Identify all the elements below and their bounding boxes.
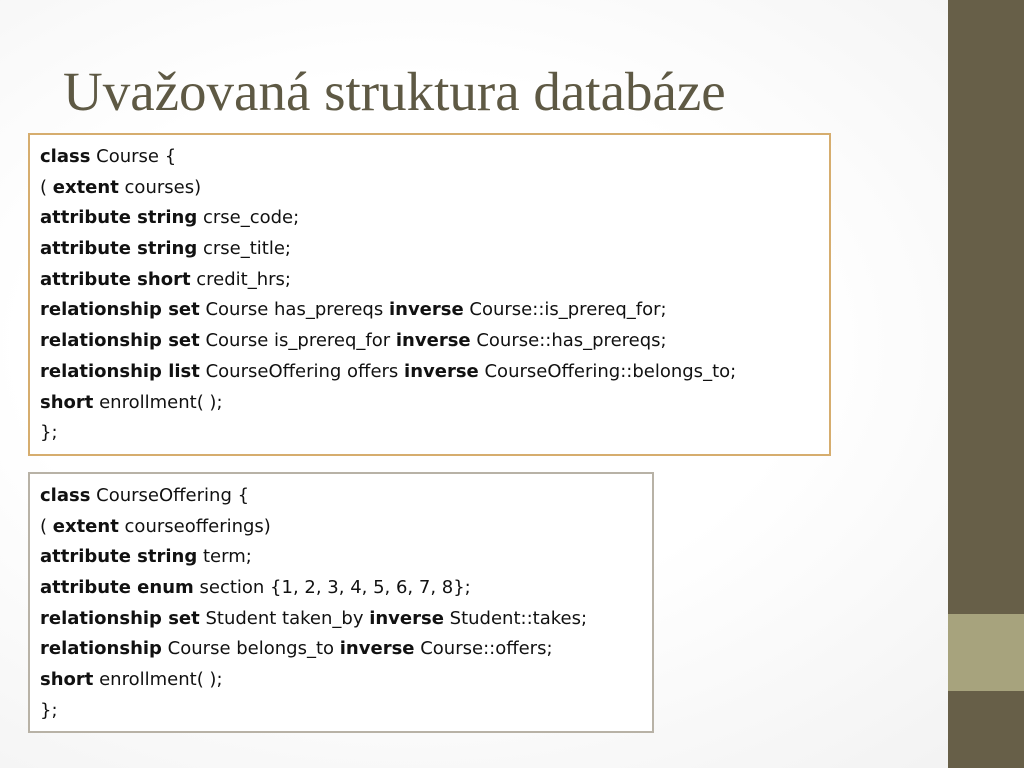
code-text: credit_hrs; [190,268,291,290]
code-keyword: attribute string [40,546,198,568]
slide-title: Uvažovaná struktura databáze [63,61,726,122]
code-text: Course::offers; [414,638,553,660]
code-text: courses) [118,176,202,198]
code-keyword: attribute short [40,268,191,290]
code-line [40,542,642,573]
course-class-code-box [28,133,831,456]
code-keyword: attribute string [40,207,198,229]
code-keyword: short [40,669,94,691]
code-line [40,418,819,449]
decorative-side-bar-accent [948,614,1024,691]
code-keyword: inverse [369,607,444,629]
code-text: crse_code; [197,207,300,229]
code-keyword: extent [52,515,119,537]
code-line [40,265,819,296]
code-keyword: class [40,146,91,167]
code-keyword: inverse [395,330,471,352]
code-keyword: attribute string [40,238,198,260]
course-offering-class-code-box [28,472,654,733]
code-text: Course::has_prereqs; [470,330,667,352]
code-text: }; [40,699,58,721]
decorative-side-bar [948,0,1024,768]
code-line [40,696,642,727]
code-line [40,203,819,234]
code-text: ( [40,515,53,537]
code-line [40,357,819,388]
code-text: section {1, 2, 3, 4, 5, 6, 7, 8}; [193,577,471,599]
code-line [40,142,819,173]
code-text: enrollment( ); [93,669,223,691]
code-text: crse_title; [197,238,291,260]
code-keyword: relationship set [40,607,200,629]
code-text: courseofferings) [118,515,271,537]
code-line [40,573,642,604]
code-keyword: attribute enum [40,577,194,599]
code-line [40,481,642,512]
code-text: CourseOffering::belongs_to; [478,360,737,382]
code-text: Student taken_by [199,607,370,629]
code-text: Course::is_prereq_for; [463,299,667,321]
code-keyword: short [40,391,94,413]
code-keyword: relationship set [40,330,200,352]
code-line [40,604,642,635]
code-text: Student::takes; [443,607,588,629]
code-keyword: extent [52,176,119,198]
code-line [40,512,642,543]
code-keyword: relationship set [40,299,200,321]
code-line [40,234,819,265]
code-line [40,326,819,357]
code-text: Course belongs_to [161,638,340,660]
code-line [40,665,642,696]
code-text: CourseOffering { [90,485,250,506]
code-text: }; [40,422,58,444]
code-text: enrollment( ); [93,391,223,413]
code-keyword: class [40,485,91,506]
code-text: Course has_prereqs [199,299,389,321]
code-line [40,388,819,419]
code-keyword: inverse [388,299,464,321]
code-text: ( [40,176,53,198]
code-keyword: relationship [40,638,162,660]
code-text: term; [197,546,252,568]
code-text: Course is_prereq_for [199,330,396,352]
code-line [40,634,642,665]
code-keyword: inverse [404,360,479,382]
code-keyword: inverse [339,638,415,660]
code-text: CourseOffering offers [199,360,405,382]
code-line [40,295,819,326]
code-line [40,173,819,204]
code-text: Course { [90,146,177,167]
code-keyword: relationship list [40,360,200,382]
